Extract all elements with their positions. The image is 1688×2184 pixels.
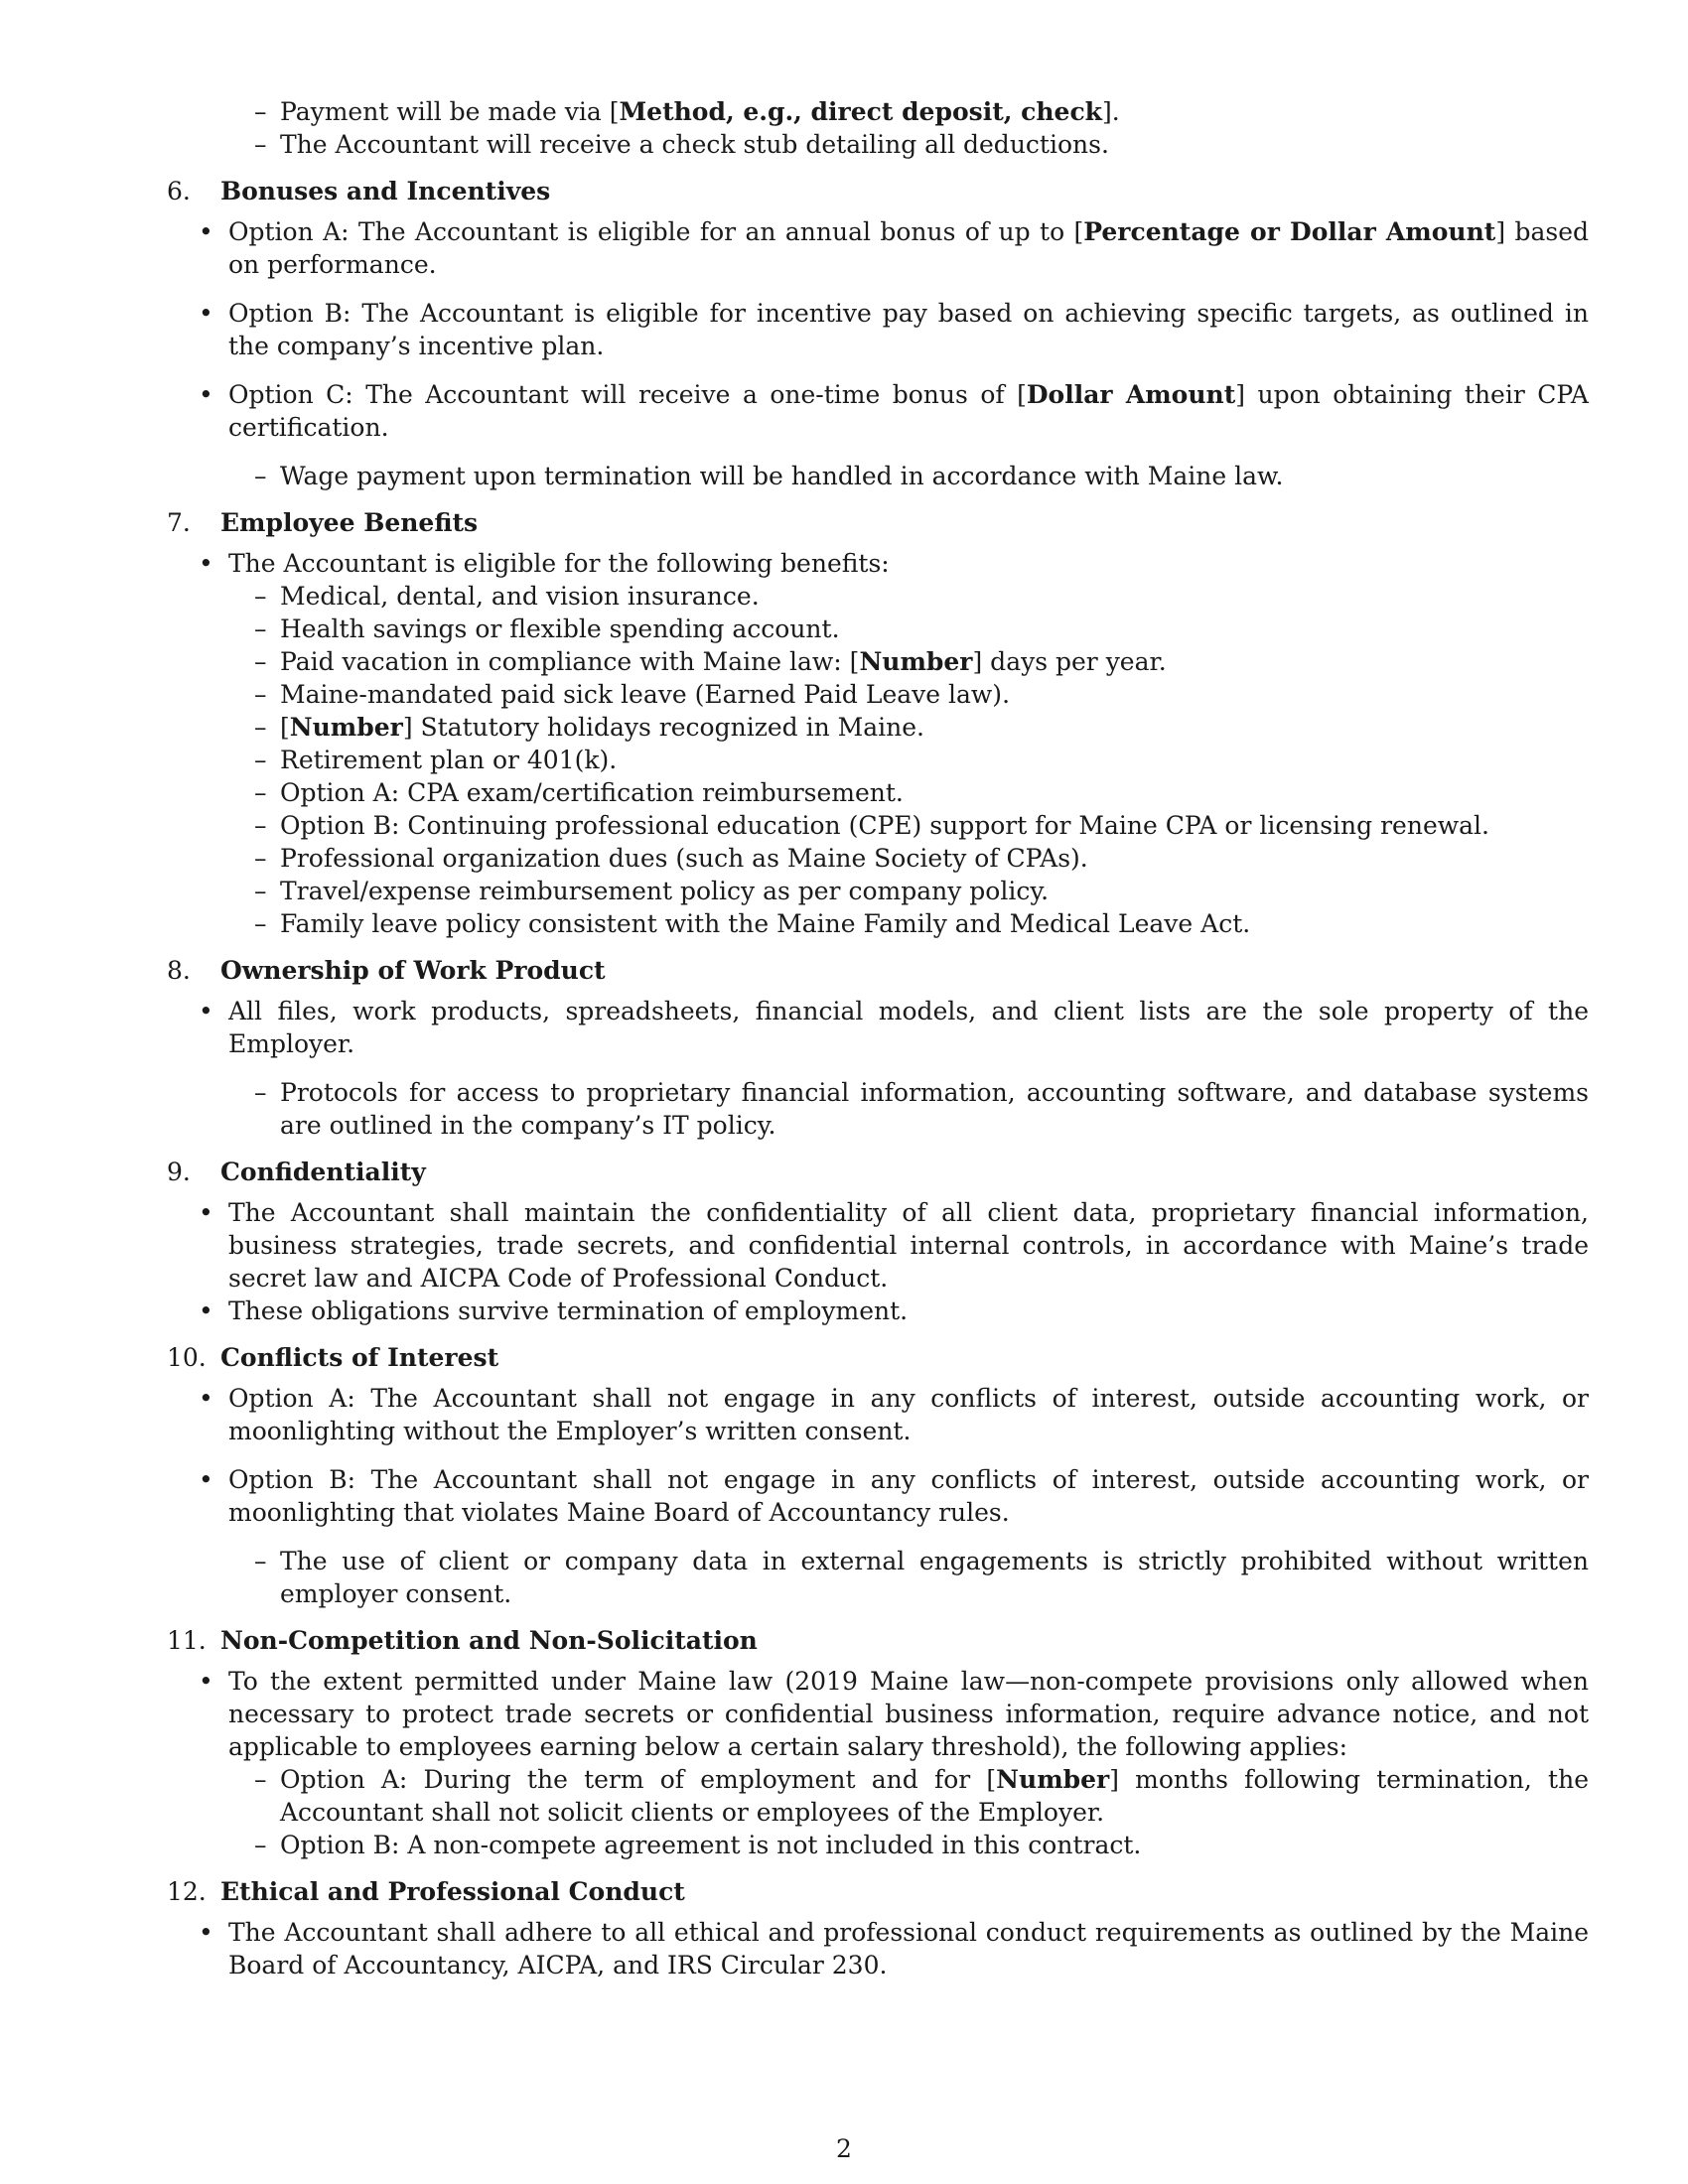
dash-item: – Professional organization dues (such as Maine Society of CPAs). xyxy=(167,842,1589,875)
bullet-item: • To the extent permitted under Maine law (2019 Maine law—non-compete provisions only allowed when necessary to protect trade secrets or confidential business information, require advance notice, and not applicable to employees earning below a certain salary threshold), the following applies: xyxy=(167,1665,1589,1763)
dash-item: – Retirement plan or 401(k). xyxy=(167,744,1589,776)
dash-item: – Travel/expense reimbursement policy as per company policy. xyxy=(167,875,1589,907)
bullet-item: • Option C: The Accountant will receive a one-time bonus of [Dollar Amount] upon obtaining their CPA certification. xyxy=(167,378,1589,444)
dash-item: – Medical, dental, and vision insurance. xyxy=(167,580,1589,613)
page-number: 2 xyxy=(836,2134,852,2163)
section-heading-8: 8. Ownership of Work Product xyxy=(167,956,606,985)
dash-item: – Option B: Continuing professional education (CPE) support for Maine CPA or licensing renewal. xyxy=(167,809,1589,842)
dash-item: – [Number] Statutory holidays recognized in Maine. xyxy=(167,711,1589,744)
bullet-item: • The Accountant is eligible for the following benefits: xyxy=(167,547,1589,580)
dash-item: – Health savings or flexible spending account. xyxy=(167,613,1589,645)
dash-item: – The use of client or company data in external engagements is strictly prohibited without written employer consent. xyxy=(167,1545,1589,1610)
dash-item: – Paid vacation in compliance with Maine law: [Number] days per year. xyxy=(167,645,1589,678)
dash-item: – Maine-mandated paid sick leave (Earned Paid Leave law). xyxy=(167,678,1589,711)
dash-item: – The Accountant will receive a check stub detailing all deductions. xyxy=(167,128,1589,161)
bullet-item: • All files, work products, spreadsheets, financial models, and client lists are the sole property of the Employer. xyxy=(167,995,1589,1060)
section-heading-10: 10. Conflicts of Interest xyxy=(167,1343,499,1372)
document-page xyxy=(167,95,1589,1981)
bullet-item: • Option B: The Accountant is eligible for incentive pay based on achieving specific targets, as outlined in the company’s incentive plan. xyxy=(167,297,1589,362)
bullet-item: • These obligations survive termination of employment. xyxy=(167,1295,1589,1327)
section-heading-6: 6. Bonuses and Incentives xyxy=(167,177,551,205)
section-heading-11: 11. Non-Competition and Non-Solicitation xyxy=(167,1626,758,1655)
bullet-item: • Option A: The Accountant is eligible for an annual bonus of up to [Percentage or Dollar Amount] based on performance. xyxy=(167,215,1589,281)
bullet-item: • The Accountant shall adhere to all ethical and professional conduct requirements as outlined by the Maine Board of Accountancy, AICPA, and IRS Circular 230. xyxy=(167,1916,1589,1981)
dash-item: – Payment will be made via [Method, e.g., direct deposit, check]. xyxy=(167,95,1589,128)
dash-item: – Option B: A non-compete agreement is not included in this contract. xyxy=(167,1829,1589,1861)
section-heading-9: 9. Confidentiality xyxy=(167,1158,426,1186)
section-heading-12: 12. Ethical and Professional Conduct xyxy=(167,1877,685,1906)
dash-item: – Protocols for access to proprietary financial information, accounting software, and database systems are outlined in the company’s IT policy. xyxy=(167,1076,1589,1142)
section-heading-7: 7. Employee Benefits xyxy=(167,508,479,537)
bullet-item: • The Accountant shall maintain the confidentiality of all client data, proprietary financial information, business strategies, trade secrets, and confidential internal controls, in accordance with Maine’s trade secret law and AICPA Code of Professional Conduct. xyxy=(167,1196,1589,1295)
dash-item: – Option A: CPA exam/certification reimbursement. xyxy=(167,776,1589,809)
dash-item: – Option A: During the term of employment and for [Number] months following termination, the Accountant shall not solicit clients or employees of the Employer. xyxy=(167,1763,1589,1829)
bullet-item: • Option B: The Accountant shall not engage in any conflicts of interest, outside accounting work, or moonlighting that violates Maine Board of Accountancy rules. xyxy=(167,1463,1589,1529)
bullet-item: • Option A: The Accountant shall not engage in any conflicts of interest, outside accounting work, or moonlighting without the Employer’s written consent. xyxy=(167,1382,1589,1447)
dash-item: – Wage payment upon termination will be handled in accordance with Maine law. xyxy=(167,460,1589,492)
dash-item: – Family leave policy consistent with the Maine Family and Medical Leave Act. xyxy=(167,907,1589,940)
